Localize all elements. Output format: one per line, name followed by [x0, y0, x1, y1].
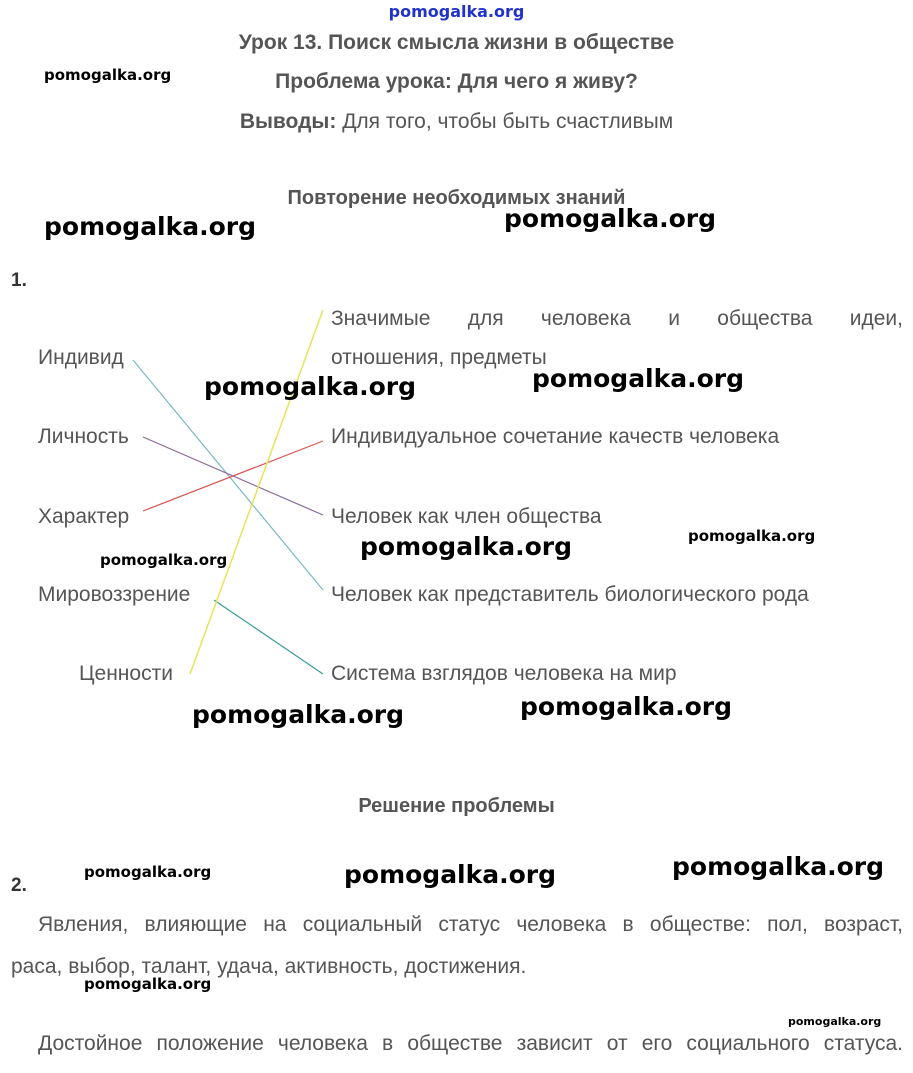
match-line-harakter	[143, 441, 323, 511]
definition-2: Индивидуальное сочетание качеств человека	[331, 425, 780, 448]
watermark: pomogalka.org	[204, 372, 417, 401]
site-watermark-top: pomogalka.org	[388, 2, 525, 21]
conclusions-label: Выводы:	[239, 110, 337, 133]
match-line-cennosti	[190, 310, 323, 674]
paragraph-1-line-1: Явления, влияющие на социальный статус человека в обществе: пол, возраст,	[38, 913, 903, 936]
definition-5: Система взглядов человека на мир	[331, 662, 677, 685]
match-line-mirovozzrenie	[214, 600, 323, 674]
task-number-1: 1.	[11, 270, 27, 291]
task-number-2: 2.	[11, 875, 27, 896]
watermark: pomogalka.org	[688, 527, 816, 545]
watermark: pomogalka.org	[504, 204, 717, 233]
term-cennosti: Ценности	[79, 662, 173, 685]
definition-1-line-2: отношения, предметы	[331, 346, 547, 369]
watermark: pomogalka.org	[192, 700, 405, 729]
watermark: pomogalka.org	[344, 860, 557, 889]
watermark: pomogalka.org	[84, 975, 212, 993]
paragraph-1-line-2: раса, выбор, талант, удача, активность, достижения.	[11, 955, 527, 978]
section-solution-title: Решение проблемы	[358, 795, 555, 817]
term-individ: Индивид	[38, 346, 124, 369]
watermark: pomogalka.org	[520, 692, 733, 721]
definition-4: Человек как представитель биологического рода	[331, 583, 809, 606]
lesson-title: Урок 13. Поиск смысла жизни в обществе	[238, 31, 675, 54]
conclusions-text: Для того, чтобы быть счастливым	[342, 110, 674, 133]
watermark: pomogalka.org	[100, 551, 228, 569]
watermark: pomogalka.org	[360, 532, 573, 561]
term-harakter: Характер	[38, 505, 130, 528]
term-mirovozzrenie: Мировоззрение	[38, 583, 191, 606]
definition-3: Человек как член общества	[331, 505, 602, 528]
section-review-title: Повторение необходимых знаний	[287, 187, 626, 209]
lesson-problem: Проблема урока: Для чего я живу?	[275, 70, 638, 93]
term-lichnost: Личность	[38, 425, 129, 448]
paragraph-2: Достойное положение человека в обществе зависит от его социального статуса.	[38, 1032, 903, 1055]
watermark: pomogalka.org	[44, 212, 257, 241]
watermark: pomogalka.org	[44, 66, 172, 84]
watermark: pomogalka.org	[788, 1015, 882, 1028]
watermark: pomogalka.org	[532, 364, 745, 393]
definition-1-line-1: Значимые для человека и общества идеи,	[331, 307, 903, 330]
watermark: pomogalka.org	[84, 863, 212, 881]
watermark: pomogalka.org	[672, 852, 885, 881]
